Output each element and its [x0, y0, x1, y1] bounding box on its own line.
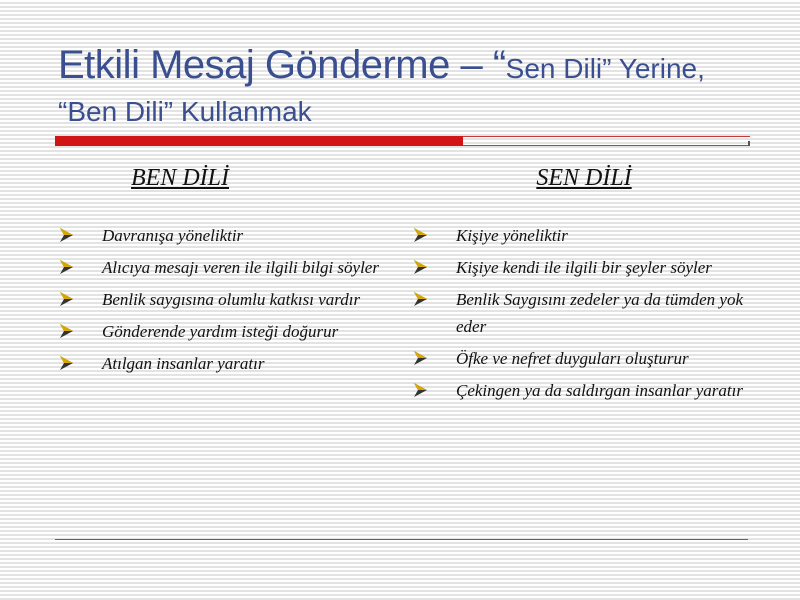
arrow-bullet-icon — [414, 228, 427, 242]
arrow-bullet-icon — [414, 260, 427, 274]
list-item-text: Benlik Saygısını zedeler ya da tümden yok eder — [456, 290, 744, 336]
divider-red-bar — [55, 136, 463, 146]
list-item-text: Gönderende yardım isteği doğurur — [102, 322, 339, 341]
list-item-text: Alıcıya mesajı veren ile ilgili bilgi söyler — [102, 258, 379, 277]
list-item — [60, 318, 380, 345]
list-item — [60, 350, 380, 377]
ben-dili-column — [60, 160, 380, 382]
list-item-text: Benlik saygısına olumlu katkısı vardır — [102, 290, 361, 309]
ben-dili-list — [60, 222, 380, 377]
list-item — [60, 286, 380, 313]
sen-dili-list — [414, 222, 754, 404]
title-line-2: “Ben Dili” Kullanmak — [58, 96, 312, 127]
list-item — [60, 222, 380, 249]
list-item — [414, 345, 754, 372]
arrow-bullet-icon — [414, 351, 427, 365]
list-item-text: Kişiye yöneliktir — [456, 226, 568, 245]
arrow-bullet-icon — [60, 324, 73, 338]
arrow-bullet-icon — [60, 228, 73, 242]
arrow-bullet-icon — [414, 292, 427, 306]
list-item — [414, 254, 754, 281]
arrow-bullet-icon — [60, 292, 73, 306]
list-item-text: Kişiye kendi ile ilgili bir şeyler söyler — [456, 258, 712, 277]
divider-tick — [748, 141, 750, 146]
list-item — [414, 377, 754, 404]
title-part-1: Etkili Mesaj Gönderme – “ — [58, 43, 506, 87]
list-item-text: Davranışa yöneliktir — [102, 226, 244, 245]
title-part-2: Sen Dili” Yerine, — [505, 53, 705, 84]
list-item-text: Çekingen ya da saldırgan insanlar yaratır — [456, 381, 743, 400]
sen-dili-heading: SEN DİLİ — [536, 165, 632, 191]
sen-dili-column — [414, 160, 754, 409]
list-item — [414, 222, 754, 249]
ben-dili-heading: BEN DİLİ — [131, 165, 229, 191]
list-item-text: Öfke ve nefret duyguları oluşturur — [456, 349, 689, 368]
arrow-bullet-icon — [60, 356, 73, 370]
title-divider — [55, 136, 750, 146]
divider-thin-line-lower — [463, 145, 750, 146]
arrow-bullet-icon — [60, 260, 73, 274]
list-item-text: Atılgan insanlar yaratır — [102, 354, 265, 373]
bottom-divider — [55, 539, 748, 540]
slide-title — [58, 40, 778, 129]
list-item — [414, 286, 754, 340]
list-item — [60, 254, 380, 281]
arrow-bullet-icon — [414, 383, 427, 397]
